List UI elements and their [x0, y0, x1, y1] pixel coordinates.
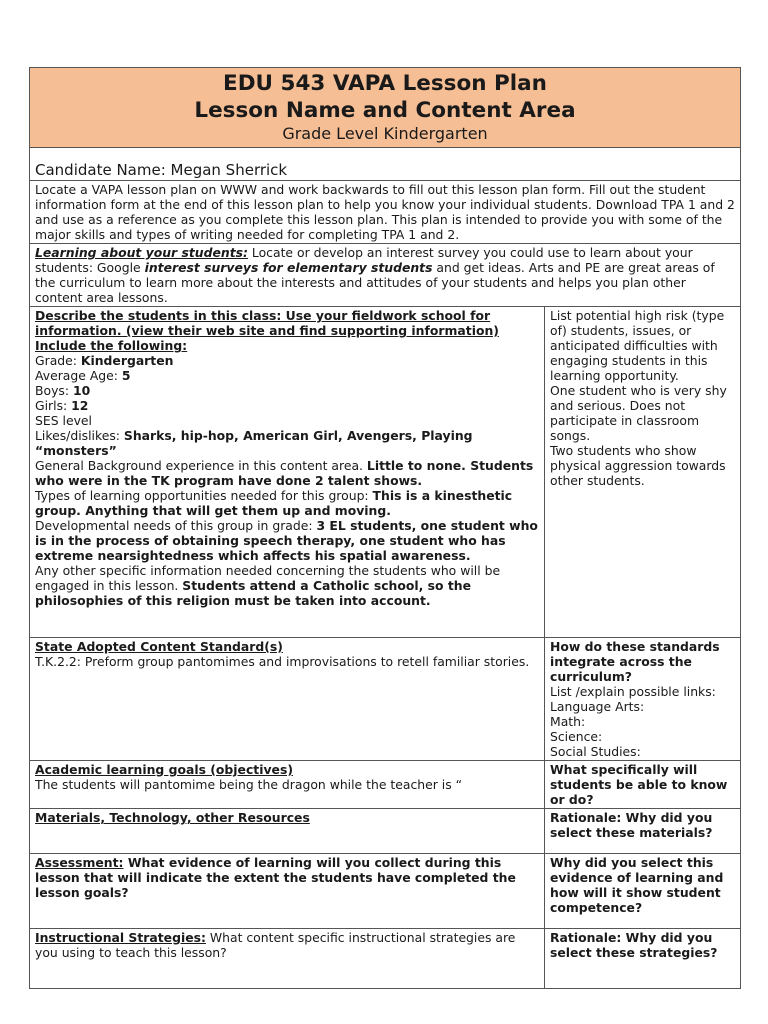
links-label: List /explain possible links:	[550, 684, 716, 699]
other-value: Students attend a Catholic school, so the philosophies of this religion must be taken into account.	[35, 578, 472, 608]
lesson-plan-table	[29, 67, 741, 989]
other-label: Any other specific information needed concerning the students who will be engaged in this lesson.	[35, 563, 501, 593]
risk-item-2: Two students who show physical aggression towards other students.	[550, 443, 726, 488]
grade-line	[35, 353, 539, 368]
header-row	[30, 68, 741, 148]
candidate-row	[30, 148, 741, 181]
likes-line	[35, 428, 539, 458]
likes-label: Likes/dislikes:	[35, 428, 124, 443]
link-science: Science:	[550, 729, 603, 744]
goals-cell	[30, 761, 545, 809]
types-line	[35, 488, 539, 518]
standards-question: How do these standards integrate across the curriculum?	[550, 639, 720, 684]
background-line	[35, 458, 539, 488]
goals-heading: Academic learning goals (objectives)	[35, 762, 293, 777]
learning-text-2: and get ideas. Arts and PE are great areas of the curriculum to learn more about the interests and attitudes of your students and helps you plan other content area lessons.	[35, 260, 715, 305]
girls-value: 12	[71, 398, 89, 413]
boys-label: Boys:	[35, 383, 73, 398]
likes-value: Sharks, hip-hop, American Girl, Avengers, Playing “monsters”	[35, 428, 473, 458]
document-title: EDU 543 VAPA Lesson Plan	[223, 71, 547, 96]
goals-row	[30, 761, 741, 809]
types-value: This is a kinesthetic group. Anything that will get them up and moving.	[35, 488, 513, 518]
age-line	[35, 368, 539, 383]
standards-question-cell	[545, 638, 741, 761]
age-label: Average Age:	[35, 368, 122, 383]
standards-heading: State Adopted Content Standard(s)	[35, 639, 283, 654]
standards-row	[30, 638, 741, 761]
types-label: Types of learning opportunities needed for this group:	[35, 488, 373, 503]
risk-cell	[545, 307, 741, 638]
strategies-label: Instructional Strategies:	[35, 930, 206, 945]
document-subtitle: Lesson Name and Content Area	[194, 98, 576, 123]
dev-line	[35, 518, 539, 563]
learning-label: Learning about your students:	[35, 245, 248, 260]
describe-row	[30, 307, 741, 638]
girls-label: Girls:	[35, 398, 72, 413]
intro-text: Locate a VAPA lesson plan on WWW and work backwards to fill out this lesson plan form. Fill out the student information form at the end of this lesson plan to help you know your individual students. Download TPA 1 and 2 and use as a reference as you complete this lesson plan. This plan is intended to provide you with some of the major skills and types of writing needed for completing TPA 1 and 2.	[30, 181, 741, 244]
boys-line	[35, 383, 539, 398]
goals-question: What specifically will students be able to know or do?	[545, 761, 741, 809]
assessment-label: Assessment:	[35, 855, 124, 870]
strategies-question: Rationale: Why did you select these strategies?	[545, 929, 741, 989]
girls-line	[35, 398, 539, 413]
learning-text-1: Locate or develop an interest survey you could use to learn about your students: Google	[35, 245, 693, 275]
goals-value: The students will pantomime being the dragon while the teacher is “	[35, 777, 463, 792]
link-language-arts: Language Arts:	[550, 699, 645, 714]
materials-heading: Materials, Technology, other Resources	[35, 810, 310, 825]
grade-level: Grade Level Kindergarten	[282, 124, 488, 143]
grade-value: Kindergarten	[80, 353, 174, 368]
grade-label: Grade:	[35, 353, 81, 368]
learning-row	[30, 244, 741, 307]
materials-row	[30, 809, 741, 854]
learning-emphasis: interest surveys for elementary students	[144, 260, 433, 275]
boys-value: 10	[72, 383, 91, 398]
header-cell	[30, 68, 741, 148]
strategies-cell	[30, 929, 545, 989]
standards-cell	[30, 638, 545, 761]
learning-cell	[30, 244, 741, 307]
strategies-text: What content specific instructional strategies are you using to teach this lesson?	[35, 930, 516, 960]
assessment-text: What evidence of learning will you collect during this lesson that will indicate the extent the students have completed the lesson goals?	[35, 855, 516, 900]
dev-label: Developmental needs of this group in grade:	[35, 518, 317, 533]
link-social-studies: Social Studies:	[550, 744, 641, 759]
link-math: Math:	[550, 714, 586, 729]
risk-prompt: List potential high risk (type of) students, issues, or anticipated difficulties with engaging students in this learning opportunity.	[550, 308, 725, 383]
ses-line: SES level	[35, 413, 92, 428]
materials-cell	[30, 809, 545, 854]
assessment-row	[30, 854, 741, 929]
describe-heading: Describe the students in this class: Use your fieldwork school for information. (view their web site and find supporting information) Include the following:	[35, 308, 499, 353]
lesson-plan-document	[29, 67, 740, 989]
assessment-question: Why did you select this evidence of learning and how will it show student competence?	[545, 854, 741, 929]
age-value: 5	[121, 368, 131, 383]
background-label: General Background experience in this content area.	[35, 458, 367, 473]
standards-value: T.K.2.2: Preform group pantomimes and improvisations to retell familiar stories.	[35, 654, 530, 669]
intro-row	[30, 181, 741, 244]
describe-cell	[30, 307, 545, 638]
candidate-name: Candidate Name: Megan Sherrick	[30, 148, 741, 181]
strategies-row	[30, 929, 741, 989]
background-value: Little to none. Students who were in the TK program have done 2 talent shows.	[35, 458, 534, 488]
dev-value: 3 EL students, one student who is in the process of obtaining speech therapy, one student who has extreme nearsightedness which affects his spatial awareness.	[35, 518, 538, 563]
assessment-cell	[30, 854, 545, 929]
risk-item-1: One student who is very shy and serious. Does not participate in classroom songs.	[550, 383, 727, 443]
materials-question: Rationale: Why did you select these materials?	[545, 809, 741, 854]
other-line	[35, 563, 539, 608]
